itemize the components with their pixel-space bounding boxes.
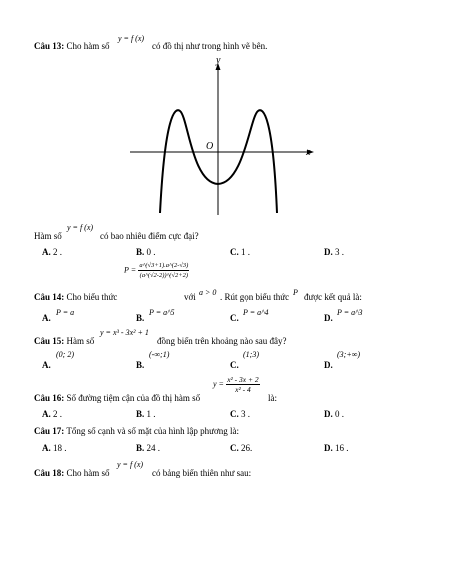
q17-option-c[interactable]: C. 26. — [230, 443, 253, 453]
q14-line: Câu 14: Cho biểu thức — [34, 292, 118, 302]
q17-line: Câu 17: Tổng số cạnh và số mặt của hình lập phương là: — [34, 426, 239, 436]
q14-text-end: được kết quả là: — [304, 292, 362, 302]
q14-option-d[interactable]: D. — [324, 313, 333, 323]
q16-option-a[interactable]: A. 2 . — [42, 409, 62, 419]
y-axis-label: y — [216, 55, 221, 66]
q13-prompt: Hàm số — [34, 231, 62, 241]
q16-option-d[interactable]: D. 0 . — [324, 409, 344, 419]
q16-text-after: là: — [268, 393, 277, 403]
question-text: Cho hàm số — [66, 41, 110, 51]
func-denominator: x² - 4 — [235, 385, 251, 394]
q14-option-b-value: P = a^5 — [149, 308, 175, 317]
q14-option-c[interactable]: C. — [230, 313, 239, 323]
x-axis-label: x — [306, 147, 311, 158]
q18-line: Câu 18: Cho hàm số — [34, 468, 110, 478]
func-numerator: x² - 3x + 2 — [227, 375, 259, 384]
q16-option-b[interactable]: B. 1 . — [136, 409, 156, 419]
expr-numerator: a^(√3+1).a^(2-√3) — [139, 262, 189, 269]
q14-condition: a > 0 — [199, 288, 217, 297]
q13-prompt-after: có bao nhiêu điểm cực đại? — [100, 231, 199, 241]
q15-option-b-value: (-∞;1) — [149, 350, 170, 359]
q17-option-b[interactable]: B. 24 . — [136, 443, 161, 453]
q15-option-c[interactable]: C. — [230, 360, 239, 370]
q18-text-after: có bảng biến thiên như sau: — [152, 468, 252, 478]
q15-option-b[interactable]: B. — [136, 360, 145, 370]
q15-option-a-value: (0; 2) — [56, 350, 74, 359]
q16-option-c[interactable]: C. 3 . — [230, 409, 250, 419]
q14-with: với — [184, 292, 196, 302]
q15-func: y = x³ - 3x² + 1 — [100, 328, 149, 337]
q14-option-a-value: P = a — [56, 308, 75, 317]
q14-option-c-value: P = a^4 — [243, 308, 269, 317]
q14-option-d-value: P = a^3 — [337, 308, 363, 317]
q13-option-a[interactable]: A. 2 . — [42, 247, 62, 257]
function-graph — [130, 55, 320, 215]
q15-option-d-value: (3;+∞) — [337, 350, 361, 359]
q15-option-d[interactable]: D. — [324, 360, 333, 370]
q15-option-a[interactable]: A. — [42, 360, 51, 370]
q13-option-d[interactable]: D. 3 . — [324, 247, 344, 257]
q17-option-a[interactable]: A. 18 . — [42, 443, 67, 453]
question-label: Câu 13: — [34, 41, 65, 51]
q16-func: y = $\frac{\text{x² - 3x + 2}}{\text{x² - 4}}$ — [213, 375, 259, 394]
q15-line: Câu 15: Hàm số — [34, 336, 95, 346]
q13-option-b[interactable]: B. 0 . — [136, 247, 156, 257]
q14-var: P — [293, 288, 298, 297]
q14-text-after: . Rút gọn biểu thức — [220, 292, 290, 302]
q17-option-d[interactable]: D. 16 . — [324, 443, 349, 453]
q13-text-after: có đồ thị như trong hình vẽ bên. — [152, 41, 268, 51]
q13-option-c[interactable]: C. 1 . — [230, 247, 250, 257]
q15-text-after: đồng biến trên khoảng nào sau đây? — [157, 336, 287, 346]
expr-denominator: (a^(√2-2))^(√2+2) — [139, 272, 189, 279]
q14-expression: P = $\frac{a\^{}(√3+1).a\^{}(2-√3)}{(a\^{}(√2-2))\^{}(√2+2)}$ — [124, 262, 189, 279]
q15-option-c-value: (1;3) — [243, 350, 259, 359]
q13-prompt-func: y = f (x) — [67, 223, 94, 232]
q14-option-a[interactable]: A. — [42, 313, 51, 323]
origin-label: O — [206, 141, 214, 152]
q14-option-b[interactable]: B. — [136, 313, 145, 323]
q18-func: y = f (x) — [117, 460, 144, 469]
q16-line: Câu 16: Số đường tiệm cận của đồ thị hàm số — [34, 393, 201, 403]
q13-line — [34, 41, 110, 51]
q13-func: y = f (x) — [118, 34, 145, 43]
